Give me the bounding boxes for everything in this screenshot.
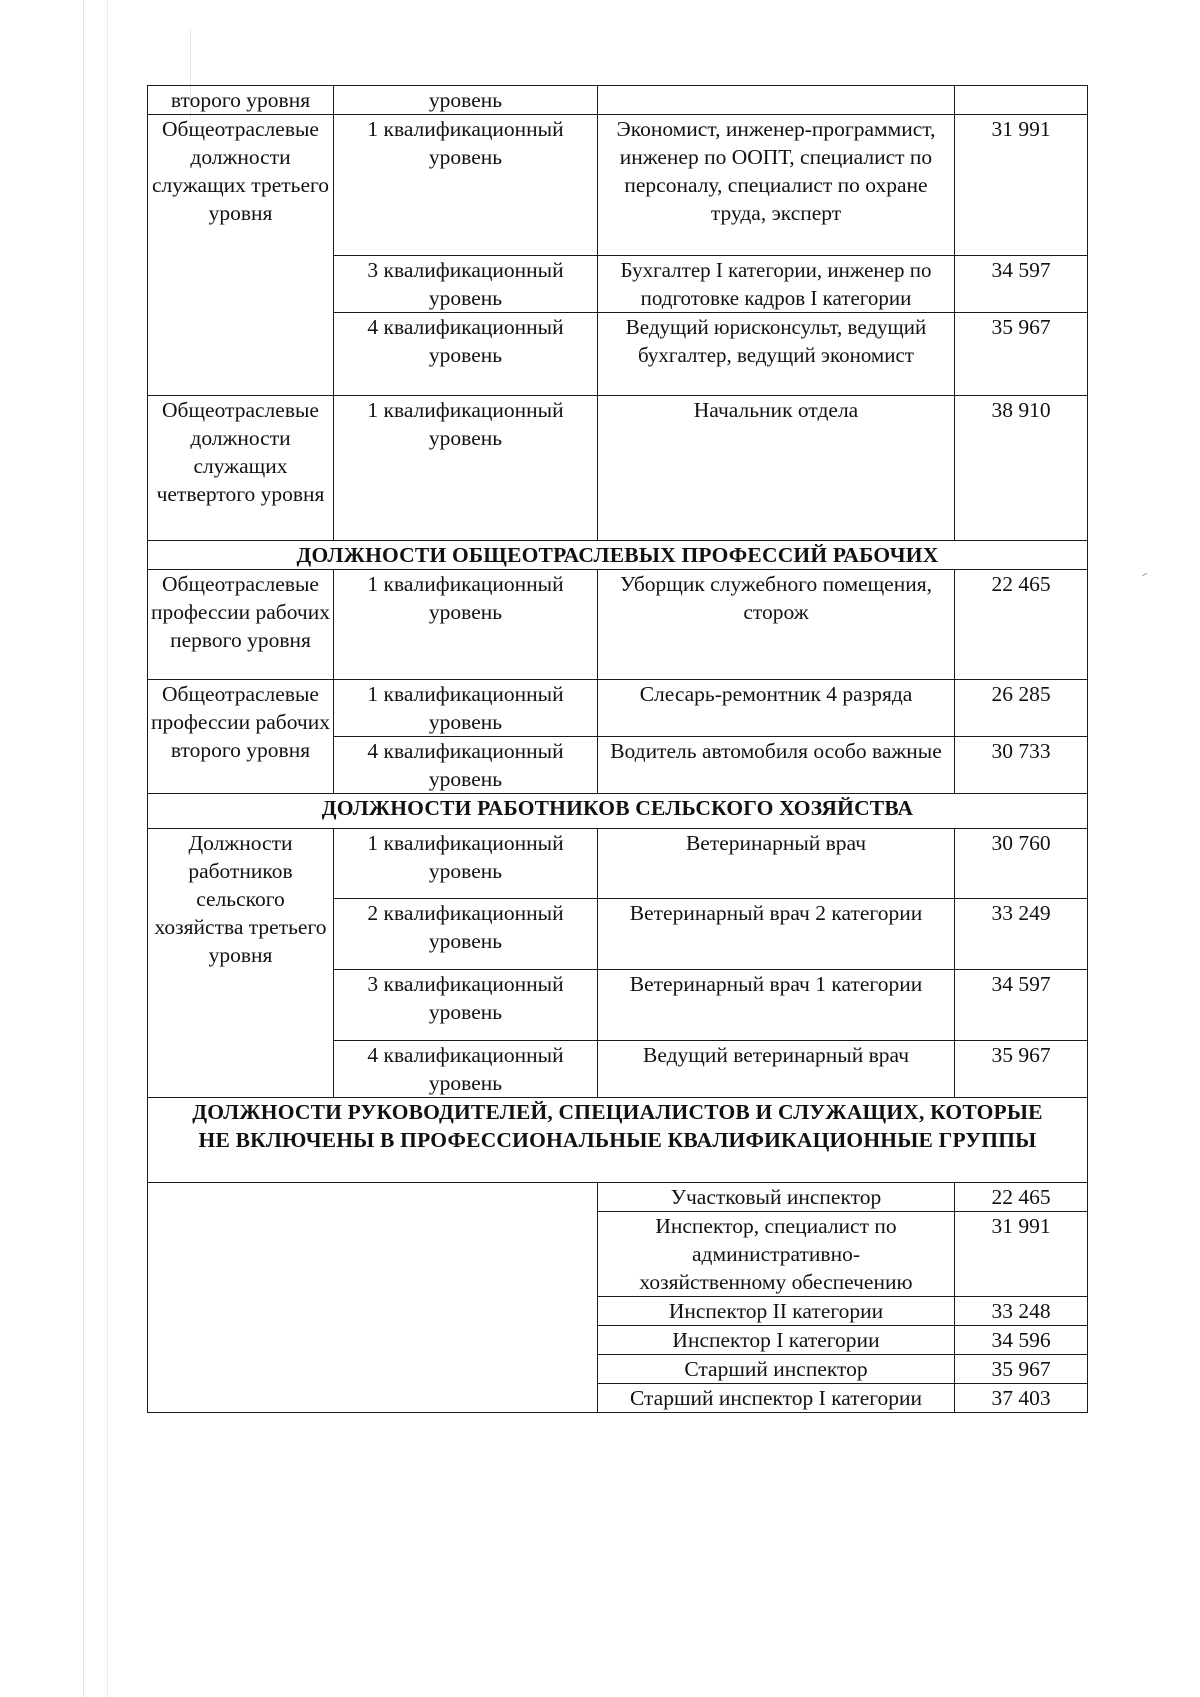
position-cell: Инспектор I категории <box>598 1326 955 1355</box>
level-cell: уровень <box>334 86 598 115</box>
section-header: ДОЛЖНОСТИ РУКОВОДИТЕЛЕЙ, СПЕЦИАЛИСТОВ И СЛУЖАЩИХ, КОТОРЫЕ НЕ ВКЛЮЧЕНЫ В ПРОФЕССИОНАЛЬНЫЕ КВАЛИФИКАЦИОННЫЕ ГРУППЫ <box>148 1098 1088 1183</box>
salary-cell <box>955 86 1088 115</box>
table-row <box>148 541 1088 570</box>
salary-cell: 22 465 <box>955 570 1088 680</box>
level-cell: 4 квалификационный уровень <box>334 737 598 794</box>
position-cell: Ведущий ветеринарный врач <box>598 1041 955 1098</box>
salary-cell: 30 760 <box>955 829 1088 899</box>
scan-margin-line <box>83 0 84 1697</box>
position-cell: Ведущий юрисконсульт, ведущий бухгалтер, ведущий экономист <box>598 313 955 396</box>
level-cell: 1 квалификационный уровень <box>334 396 598 541</box>
level-cell: 4 квалификационный уровень <box>334 1041 598 1098</box>
position-cell: Начальник отдела <box>598 396 955 541</box>
level-cell: 2 квалификационный уровень <box>334 899 598 970</box>
level-cell: 3 квалификационный уровень <box>334 970 598 1041</box>
level-cell: 1 квалификационный уровень <box>334 829 598 899</box>
position-cell: Старший инспектор <box>598 1355 955 1384</box>
position-cell <box>598 86 955 115</box>
level-cell: 1 квалификационный уровень <box>334 680 598 737</box>
table-row <box>148 1183 1088 1212</box>
position-cell: Участковый инспектор <box>598 1183 955 1212</box>
salary-cell: 37 403 <box>955 1384 1088 1413</box>
salary-cell: 34 597 <box>955 970 1088 1041</box>
salary-cell: 35 967 <box>955 1041 1088 1098</box>
position-cell: Ветеринарный врач 2 категории <box>598 899 955 970</box>
salary-cell: 33 249 <box>955 899 1088 970</box>
salary-cell: 34 596 <box>955 1326 1088 1355</box>
group-name-cell: Общеотраслевые профессии рабочих второго уровня <box>148 680 334 794</box>
salary-table <box>147 85 1088 1413</box>
group-name-cell: Общеотраслевые профессии рабочих первого уровня <box>148 570 334 680</box>
salary-cell: 35 967 <box>955 313 1088 396</box>
salary-cell: 26 285 <box>955 680 1088 737</box>
level-cell: 4 квалификационный уровень <box>334 313 598 396</box>
table-row <box>148 86 1088 115</box>
group-name-cell: Общеотраслевые должности служащих третьего уровня <box>148 115 334 396</box>
salary-cell: 31 991 <box>955 115 1088 256</box>
scan-speck <box>1142 573 1147 576</box>
position-cell: Инспектор, специалист по административно-хозяйственному обеспечению <box>598 1212 955 1297</box>
group-name-cell: Общеотраслевые должности служащих четвертого уровня <box>148 396 334 541</box>
position-cell: Слесарь-ремонтник 4 разряда <box>598 680 955 737</box>
empty-cell <box>148 1183 598 1413</box>
salary-cell: 22 465 <box>955 1183 1088 1212</box>
level-cell: 1 квалификационный уровень <box>334 115 598 256</box>
group-name-cell: Должности работников сельского хозяйства третьего уровня <box>148 829 334 1098</box>
position-cell: Старший инспектор I категории <box>598 1384 955 1413</box>
salary-cell: 33 248 <box>955 1297 1088 1326</box>
section-header: ДОЛЖНОСТИ ОБЩЕОТРАСЛЕВЫХ ПРОФЕССИЙ РАБОЧИХ <box>148 541 1088 570</box>
salary-cell: 34 597 <box>955 256 1088 313</box>
section-header: ДОЛЖНОСТИ РАБОТНИКОВ СЕЛЬСКОГО ХОЗЯЙСТВА <box>148 794 1088 829</box>
table-row <box>148 115 1088 256</box>
salary-cell: 31 991 <box>955 1212 1088 1297</box>
table-row <box>148 1098 1088 1183</box>
level-cell: 1 квалификационный уровень <box>334 570 598 680</box>
scan-margin-line <box>107 0 108 1697</box>
position-cell: Водитель автомобиля особо важные <box>598 737 955 794</box>
position-cell: Бухгалтер I категории, инженер по подготовке кадров I категории <box>598 256 955 313</box>
table-row <box>148 680 1088 737</box>
position-cell: Уборщик служебного помещения, сторож <box>598 570 955 680</box>
salary-cell: 38 910 <box>955 396 1088 541</box>
table-row <box>148 829 1088 899</box>
position-cell: Экономист, инженер-программист, инженер по ООПТ, специалист по персоналу, специалист по охране труда, эксперт <box>598 115 955 256</box>
table-row <box>148 396 1088 541</box>
position-cell: Инспектор II категории <box>598 1297 955 1326</box>
position-cell: Ветеринарный врач <box>598 829 955 899</box>
salary-cell: 35 967 <box>955 1355 1088 1384</box>
salary-cell: 30 733 <box>955 737 1088 794</box>
level-cell: 3 квалификационный уровень <box>334 256 598 313</box>
group-name-cell: второго уровня <box>148 86 334 115</box>
table-row <box>148 794 1088 829</box>
table-row <box>148 570 1088 680</box>
position-cell: Ветеринарный врач 1 категории <box>598 970 955 1041</box>
